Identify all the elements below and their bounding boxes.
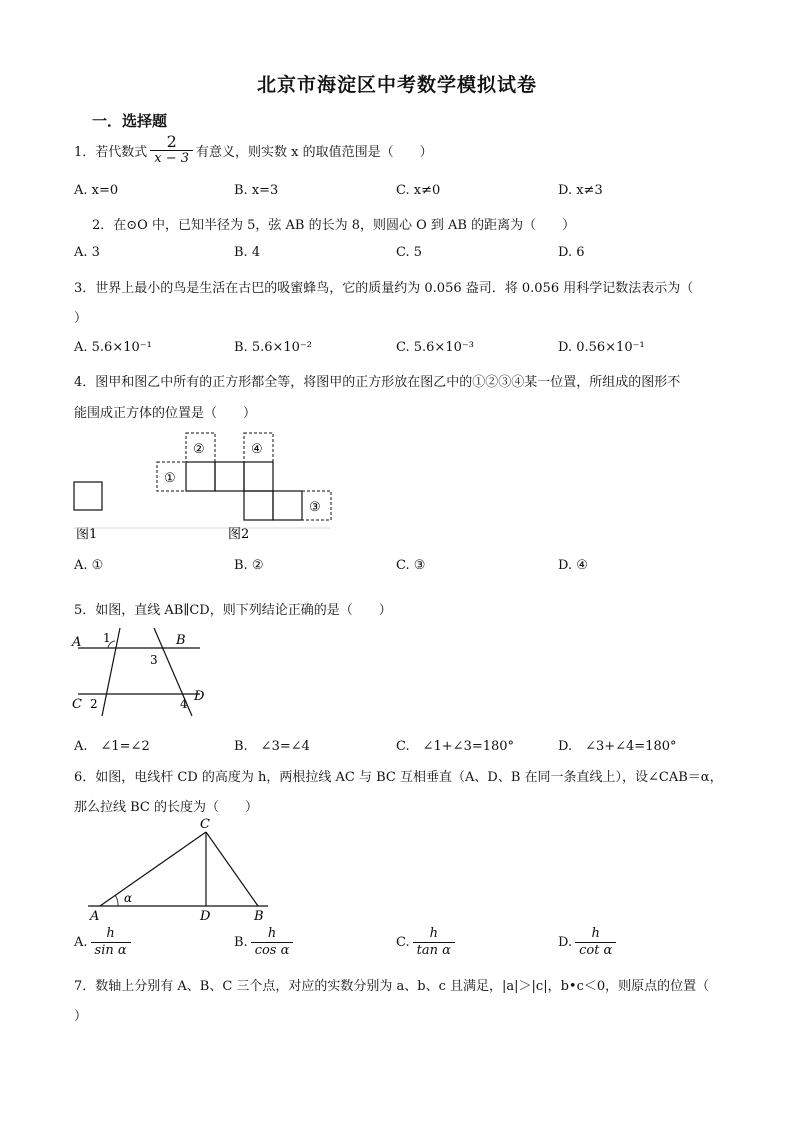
q5-option-b[interactable]: B. ∠3=∠4 bbox=[234, 739, 310, 754]
q3-option-d[interactable]: D. 0.56×10⁻¹ bbox=[558, 340, 645, 355]
q1-option-b[interactable]: B. x=3 bbox=[234, 183, 279, 198]
q5-option-c[interactable]: C. ∠1+∠3=180° bbox=[396, 739, 515, 754]
q3-option-c[interactable]: C. 5.6×10⁻³ bbox=[396, 340, 474, 355]
q6-option-a-fraction bbox=[91, 926, 131, 959]
q6-option-c-letter: C. bbox=[396, 935, 410, 950]
circled-2: ② bbox=[193, 442, 205, 457]
q6-option-d[interactable] bbox=[558, 926, 619, 959]
q5-option-a[interactable]: A. ∠1=∠2 bbox=[74, 739, 150, 754]
label-3: 3 bbox=[150, 653, 158, 667]
label-d: D bbox=[194, 689, 205, 704]
label-alpha: α bbox=[124, 891, 133, 905]
circled-1: ① bbox=[164, 471, 176, 486]
q6-option-d-fraction bbox=[575, 926, 616, 959]
question-4-line1: 4．图甲和图乙中所有的正方形都全等，将图甲的正方形放在图乙中的①②③④某一位置，所组成的图形不 bbox=[74, 375, 681, 390]
q6-option-a[interactable] bbox=[74, 926, 134, 959]
question-1 bbox=[74, 134, 433, 167]
q5-figure bbox=[70, 624, 210, 720]
q1-suffix: 有意义，则实数 x 的取值范围是（ ） bbox=[196, 145, 433, 160]
question-2: 2．在⊙O 中，已知半径为 5，弦 AB 的长为 8，则圆心 O 到 AB 的距离为（ ） bbox=[92, 218, 576, 233]
question-7-line2: ） bbox=[74, 1009, 88, 1024]
q4-option-d[interactable]: D. ④ bbox=[558, 558, 588, 573]
q6-option-b-fraction bbox=[251, 926, 294, 959]
question-6-line1: 6．如图，电线杆 CD 的高度为 h，两根拉线 AC 与 BC 互相垂直（A、D、B 在同一条直线上），设∠CAB＝α， bbox=[74, 770, 723, 785]
label-d: D bbox=[200, 909, 211, 924]
fraction-denominator: sin α bbox=[91, 942, 131, 959]
q2-option-b[interactable]: B. 4 bbox=[234, 245, 261, 260]
q4-figure bbox=[70, 428, 340, 548]
q1-option-a[interactable]: A. x=0 bbox=[74, 183, 119, 198]
q2-option-a[interactable]: A. 3 bbox=[74, 245, 100, 260]
label-b: B bbox=[176, 633, 186, 648]
circled-4: ④ bbox=[251, 442, 263, 457]
fig2-net bbox=[186, 462, 302, 520]
label-2: 2 bbox=[90, 697, 98, 711]
q3-option-a[interactable]: A. 5.6×10⁻¹ bbox=[74, 340, 152, 355]
question-4-line2: 能围成正方体的位置是（ ） bbox=[74, 406, 257, 421]
fig1-square bbox=[74, 482, 102, 510]
label-a: A bbox=[90, 909, 100, 924]
q1-numerator: 2 bbox=[166, 132, 177, 151]
q1-fraction bbox=[150, 134, 193, 167]
fraction-numerator: h bbox=[106, 926, 115, 941]
label-c: C bbox=[200, 817, 210, 832]
q6-option-b[interactable] bbox=[234, 926, 296, 959]
page-title: 北京市海淀区中考数学模拟试卷 bbox=[256, 74, 537, 96]
fraction-denominator: cot α bbox=[575, 942, 616, 959]
label-c: C bbox=[72, 697, 82, 712]
circled-3: ③ bbox=[309, 500, 321, 515]
q6-option-d-letter: D. bbox=[558, 935, 573, 950]
alpha-arc bbox=[115, 895, 118, 906]
q4-option-b[interactable]: B. ② bbox=[234, 558, 264, 573]
fraction-numerator: h bbox=[429, 926, 438, 941]
fraction-denominator: cos α bbox=[251, 942, 294, 959]
fraction-numerator: h bbox=[591, 926, 600, 941]
question-3-line1: 3．世界上最小的鸟是生活在古巴的吸蜜蜂鸟，它的质量约为 0.056 盎司．将 0.056 用科学记数法表示为（ bbox=[74, 281, 694, 296]
label-4: 4 bbox=[180, 697, 188, 711]
q2-option-d[interactable]: D. 6 bbox=[558, 245, 585, 260]
q1-prefix: 1．若代数式 bbox=[74, 145, 148, 160]
cable-ac bbox=[100, 832, 206, 906]
q1-denominator: x − 3 bbox=[150, 150, 193, 167]
q4-option-c[interactable]: C. ③ bbox=[396, 558, 426, 573]
q1-option-c[interactable]: C. x≠0 bbox=[396, 183, 441, 198]
question-5: 5．如图，直线 AB∥CD，则下列结论正确的是（ ） bbox=[74, 603, 392, 618]
question-6-line2: 那么拉线 BC 的长度为（ ） bbox=[74, 800, 259, 815]
label-a: A bbox=[72, 635, 82, 650]
question-3-line2: ） bbox=[74, 311, 88, 326]
question-7-line1: 7．数轴上分别有 A、B、C 三个点，对应的实数分别为 a、b、c 且满足，|a|＞|c|，b•c＜0，则原点的位置（ bbox=[74, 979, 710, 994]
q3-option-b[interactable]: B. 5.6×10⁻² bbox=[234, 340, 312, 355]
fraction-numerator: h bbox=[267, 926, 277, 941]
q6-option-a-letter: A. bbox=[74, 935, 88, 950]
q6-option-b-letter: B. bbox=[234, 935, 248, 950]
q2-option-c[interactable]: C. 5 bbox=[396, 245, 423, 260]
fraction-denominator: tan α bbox=[413, 942, 455, 959]
q4-option-a[interactable]: A. ① bbox=[74, 558, 104, 573]
q5-option-d[interactable]: D. ∠3+∠4=180° bbox=[558, 739, 677, 754]
q1-option-d[interactable]: D. x≠3 bbox=[558, 183, 603, 198]
cable-bc bbox=[206, 832, 258, 906]
label-1: 1 bbox=[103, 631, 111, 645]
fig1-label: 图1 bbox=[76, 527, 98, 542]
fig2-label: 图2 bbox=[228, 527, 250, 542]
label-b: B bbox=[254, 909, 264, 924]
section-heading: 一．选择题 bbox=[92, 112, 168, 130]
q6-option-c-fraction bbox=[413, 926, 455, 959]
q6-figure bbox=[84, 816, 274, 924]
q6-option-c[interactable] bbox=[396, 926, 458, 959]
